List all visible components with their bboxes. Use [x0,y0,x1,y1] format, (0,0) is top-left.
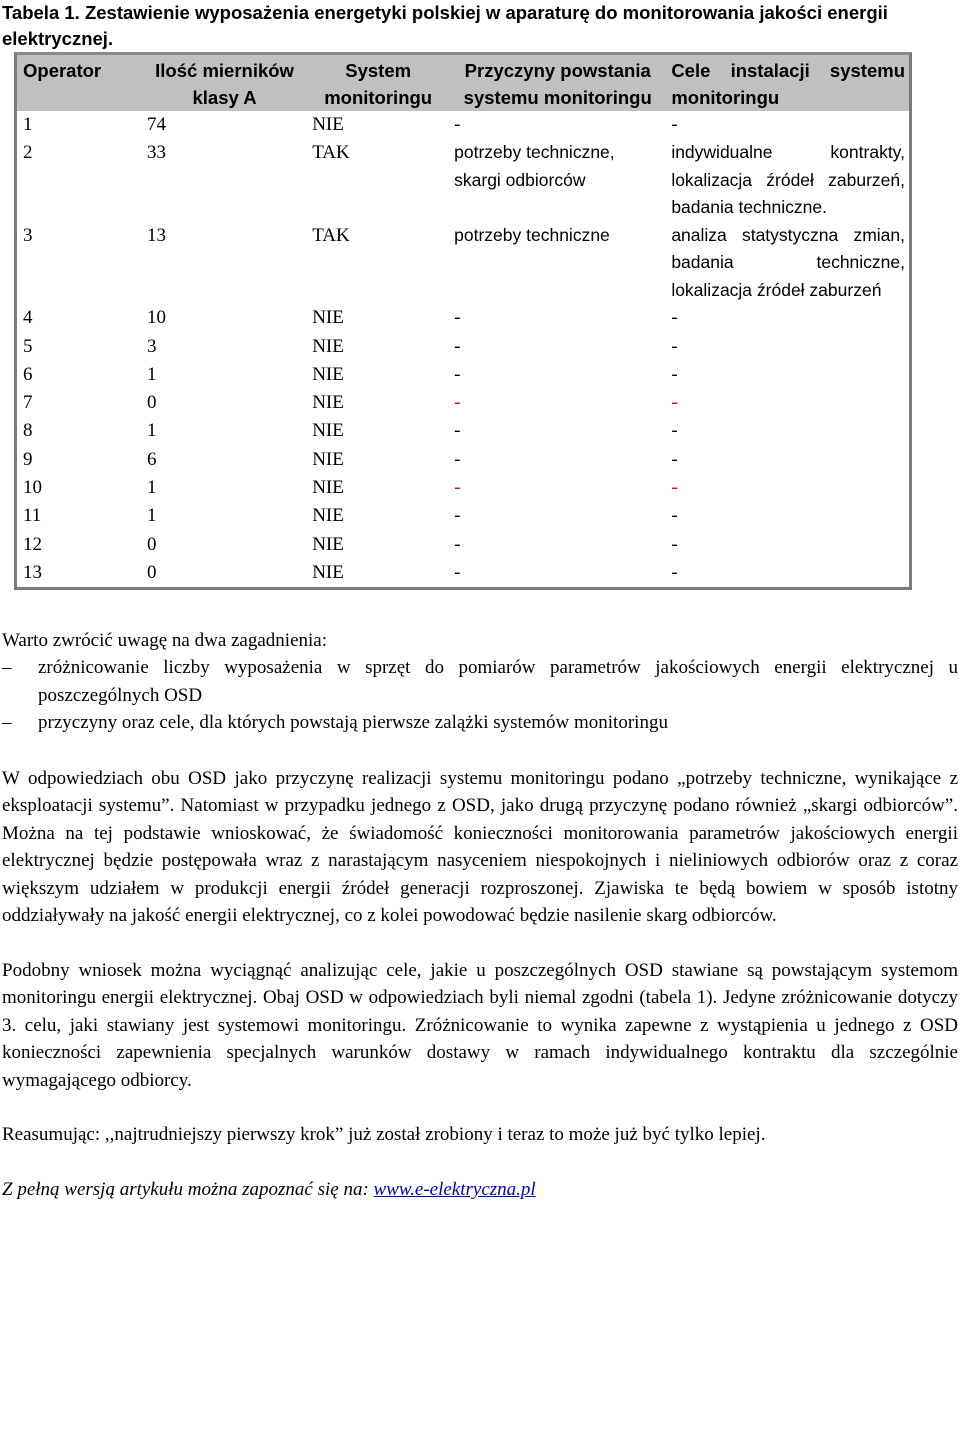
dash-marker: – [2,712,12,734]
paragraph: W odpowiedziach obu OSD jako przyczynę realizacji systemu monitoringu podano „potrzeby techniczne, wynikające z eksploatacji systemu”. Natomiast w przypadku jednego z OSD, jako drugą przyczynę podano również „skargi odbiorców”. Można na tej podstawie wnioskować, że świadomość konieczności monitorowania parametrów jakościowych energii elektrycznej będzie postępowała wraz z narastającym nasyceniem niespokojnych i nieliniowych odbiorów oraz z coraz większym udziałem w produkcji energii źródeł generacji rozproszonej. Zjawiska te będą bowiem w sposób istotny oddziaływały na jakość energii elektrycznej, co z kolei powodować będzie nasilenie skarg odbiorców. [2,767,958,927]
cell-reasons: - [454,420,461,442]
table-row [17,474,909,502]
cell-meter-count: 1 [146,420,157,442]
cell-goals: - [671,307,678,329]
cell-monitoring-system: NIE [312,505,344,527]
header-meter-count: Ilość mierników klasy A [141,55,306,111]
cell-meter-count: 1 [146,505,157,527]
cell-goals: - [671,392,678,414]
cell-reasons: - [454,477,461,499]
cell-monitoring-system: NIE [312,307,344,329]
cell-goals: - [671,561,678,583]
table-row [17,389,909,417]
cell-goals: indywidualne kontrakty, lokalizacja źródeł zaburzeń, badania techniczne. [671,142,905,218]
cell-reasons: - [454,307,461,329]
cell-reasons: - [454,114,461,135]
cell-operator: 4 [23,307,33,329]
cell-monitoring-system: TAK [312,224,350,246]
table-header-row [17,55,909,111]
header-monitoring-system: System monitoringu [306,55,448,111]
table-row [17,446,909,474]
cell-operator: 7 [23,392,33,414]
header-goals: Cele instalacji systemu monitoringu [665,55,909,111]
document-page [2,0,958,1203]
cell-monitoring-system: NIE [312,335,344,357]
cell-meter-count: 13 [146,224,166,246]
table-frame [14,52,912,590]
cell-meter-count: 3 [146,335,157,357]
header-operator: Operator [17,55,141,111]
cell-goals: - [671,448,678,470]
cell-operator: 3 [23,224,33,246]
cell-operator: 5 [23,335,33,357]
cell-goals: - [671,420,678,442]
cell-reasons: - [454,561,461,583]
cell-meter-count: 33 [146,142,166,164]
cell-meter-count: 1 [146,363,157,385]
cell-operator: 13 [23,561,42,583]
cell-goals: - [671,114,678,135]
cell-monitoring-system: NIE [312,533,344,555]
equipment-table [17,55,909,587]
cell-reasons: - [454,448,461,470]
cell-goals: - [671,505,678,527]
table-row [17,502,909,530]
cell-meter-count: 6 [146,448,157,470]
cell-monitoring-system: NIE [312,363,344,385]
cell-operator: 10 [23,477,42,499]
header-reasons: Przyczyny powstania systemu monitoringu [448,55,665,111]
cell-reasons: potrzeby techniczne [454,224,610,245]
footer-link[interactable]: www.e-elektryczna.pl [373,1178,536,1200]
cell-reasons: - [454,335,461,357]
table-row [17,417,909,445]
table-row [17,531,909,559]
table-row [17,559,909,587]
paragraph: Podobny wniosek można wyciągnąć analizując cele, jakie u poszczególnych OSD stawiane są powstającym systemom monitoringu energii elektrycznej. Obaj OSD w odpowiedziach byli niemal zgodni (tabela 1). Jedyne zróżnicowanie dotyczy 3. celu, jaki stawiany jest systemowi monitoringu. Zróżnicowanie to wynika zapewne z wystąpienia u jednego z OSD konieczności zapewnienia specjalnych warunków dostawy w ramach indywidualnego kontraktu dla szczególnie wymagającego odbiorcy. [2,959,958,1091]
cell-monitoring-system: TAK [312,142,350,164]
cell-operator: 6 [23,363,33,385]
cell-reasons: potrzeby techniczne, skargi odbiorców [454,142,615,190]
cell-goals: - [671,477,678,499]
cell-reasons: - [454,533,461,555]
cell-reasons: - [454,392,461,414]
cell-meter-count: 0 [146,561,157,583]
cell-goals: - [671,335,678,357]
cell-meter-count: 74 [146,114,166,135]
table-row [17,222,909,305]
cell-monitoring-system: NIE [312,420,344,442]
cell-monitoring-system: NIE [312,477,344,499]
list-item: – przyczyny oraz cele, dla których powstają pierwsze zalążki systemów monitoringu [2,709,958,737]
cell-reasons: - [454,505,461,527]
cell-monitoring-system: NIE [312,561,344,583]
cell-goals: - [671,533,678,555]
intro-text: Warto zwrócić uwagę na dwa zagadnienia: [2,629,328,651]
cell-operator: 9 [23,448,33,470]
table-row [17,361,909,389]
cell-operator: 2 [23,142,33,164]
footer-note [2,1176,958,1204]
table-row [17,111,909,139]
cell-monitoring-system: NIE [312,392,344,414]
cell-operator: 8 [23,420,33,442]
table-row [17,139,909,222]
cell-monitoring-system: NIE [312,114,344,135]
cell-meter-count: 10 [146,307,166,329]
cell-operator: 11 [23,505,42,527]
paragraph: Reasumując: ,,najtrudniejszy pierwszy krok” już został zrobiony i teraz to może już być tylko lepiej. [2,1124,766,1146]
cell-operator: 12 [23,533,42,555]
table-caption: Tabela 1. Zestawienie wyposażenia energetyki polskiej w aparaturę do monitorowania jakości energii elektrycznej. [2,2,888,49]
cell-meter-count: 0 [146,533,157,555]
cell-meter-count: 0 [146,392,157,414]
cell-operator: 1 [23,114,33,135]
cell-goals: - [671,363,678,385]
cell-goals: analiza statystyczna zmian, badania techniczne, lokalizacja źródeł zaburzeń [671,224,905,300]
list-item: – zróżnicowanie liczby wyposażenia w sprzęt do pomiarów parametrów jakościowych energii elektrycznej u poszczególnych OSD [2,654,958,709]
table-row [17,333,909,361]
table-row [17,304,909,332]
cell-meter-count: 1 [146,477,157,499]
footer-text: Z pełną wersją artykułu można zapoznać się na: [2,1178,369,1200]
cell-monitoring-system: NIE [312,448,344,470]
dash-marker: – [2,657,12,679]
cell-reasons: - [454,363,461,385]
bullet-list [2,654,958,737]
